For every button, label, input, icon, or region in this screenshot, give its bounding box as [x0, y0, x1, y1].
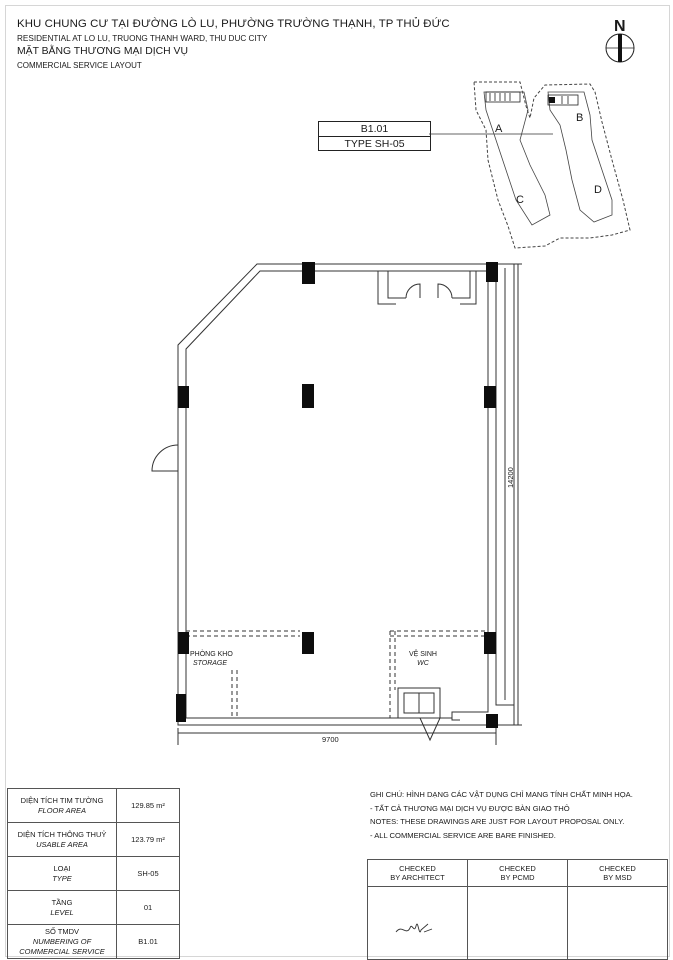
info-value: B1.01 [117, 925, 180, 959]
storage-label-vi: PHÒNG KHO [190, 651, 233, 658]
dimension-height: 14200 [506, 467, 515, 488]
info-label [8, 925, 117, 959]
signoff-line: BY ARCHITECT [390, 873, 445, 882]
info-value: SH-05 [117, 857, 180, 891]
info-label-vi: LOẠI [53, 863, 71, 873]
note-line: GHI CHÚ: HÌNH DẠNG CÁC VẬT DỤNG CHỈ MANG TÍNH CHẤT MINH HỌA. [370, 790, 633, 799]
info-label-en: USABLE AREA [36, 839, 88, 849]
table-row [8, 857, 180, 891]
table-row [8, 891, 180, 925]
table-row [368, 860, 668, 887]
info-label-en: TYPE [52, 873, 72, 883]
note-line: - ALL COMMERCIAL SERVICE ARE BARE FINISHED. [370, 830, 556, 840]
block-label-c: C [516, 194, 524, 206]
project-title: KHU CHUNG CƯ TẠI ĐƯỜNG LÒ LU, PHƯỜNG TRƯỜNG THẠNH, TP THỦ ĐỨC [17, 18, 450, 30]
info-label [8, 891, 117, 925]
signoff-line: CHECKED [399, 864, 436, 873]
signature-cell-architect [368, 887, 468, 960]
signoff-header-msd [568, 860, 668, 887]
note-line: NOTES: THESE DRAWINGS ARE JUST FOR LAYOUT PROPOSAL ONLY. [370, 817, 625, 826]
signoff-line: CHECKED [599, 864, 636, 873]
signoff-header-pcmd [468, 860, 568, 887]
info-label-en: NUMBERING OF COMMERCIAL SERVICE [19, 936, 105, 956]
block-label-d: D [594, 184, 602, 196]
table-row [8, 925, 180, 959]
notes-block [370, 788, 633, 842]
drawing-title-en: COMMERCIAL SERVICE LAYOUT [17, 61, 142, 70]
info-label [8, 857, 117, 891]
note-line: - TẤT CẢ THƯƠNG MẠI DỊCH VỤ ĐƯỢC BÀN GIAO THÔ [370, 803, 570, 813]
drawing-title: MẶT BẰNG THƯƠNG MẠI DỊCH VỤ [17, 46, 188, 57]
info-label-vi: DIỆN TÍCH THÔNG THUỶ [17, 829, 107, 839]
side-door [152, 445, 178, 471]
info-label-en: LEVEL [50, 907, 74, 917]
wc-label-en: WC [417, 660, 429, 667]
area-info-table [7, 788, 180, 959]
table-row [368, 887, 668, 960]
project-title-en: RESIDENTIAL AT LO LU, TRUONG THANH WARD, THU DUC CITY [17, 34, 268, 43]
wc-door [420, 718, 440, 740]
signature-cell-msd [568, 887, 668, 960]
signoff-header-architect [368, 860, 468, 887]
info-value: 123.79 m² [117, 823, 180, 857]
table-row [8, 823, 180, 857]
north-label: N [614, 18, 626, 35]
unit-code: B1.01 [360, 123, 389, 135]
room-label-wc [405, 650, 441, 668]
signoff-line: CHECKED [499, 864, 536, 873]
info-label-vi: TẦNG [51, 897, 73, 907]
unit-type: TYPE SH-05 [319, 136, 430, 151]
entrance-door-right [438, 284, 452, 298]
info-label-en: FLOOR AREA [37, 805, 87, 815]
block-label-a: A [495, 123, 503, 135]
info-label-vi: DIỆN TÍCH TIM TƯỜNG [20, 795, 104, 805]
info-label [8, 789, 117, 823]
table-row [8, 789, 180, 823]
block-label-b: B [576, 112, 584, 124]
info-label [8, 823, 117, 857]
signoff-line: BY MSD [603, 873, 632, 882]
entrance-door-left [406, 284, 420, 298]
signature-cell-pcmd [468, 887, 568, 960]
wc-label-vi: VỆ SINH [408, 651, 437, 658]
signoff-line: BY PCMD [500, 873, 535, 882]
dimension-width: 9700 [322, 735, 339, 744]
signature-icon [388, 902, 448, 942]
info-label-vi: SỐ TMDV [44, 926, 80, 936]
storage-label-en: STORAGE [192, 660, 228, 667]
room-label-storage [190, 650, 233, 668]
info-value: 129.85 m² [117, 789, 180, 823]
signoff-table [367, 859, 668, 960]
info-value: 01 [117, 891, 180, 925]
